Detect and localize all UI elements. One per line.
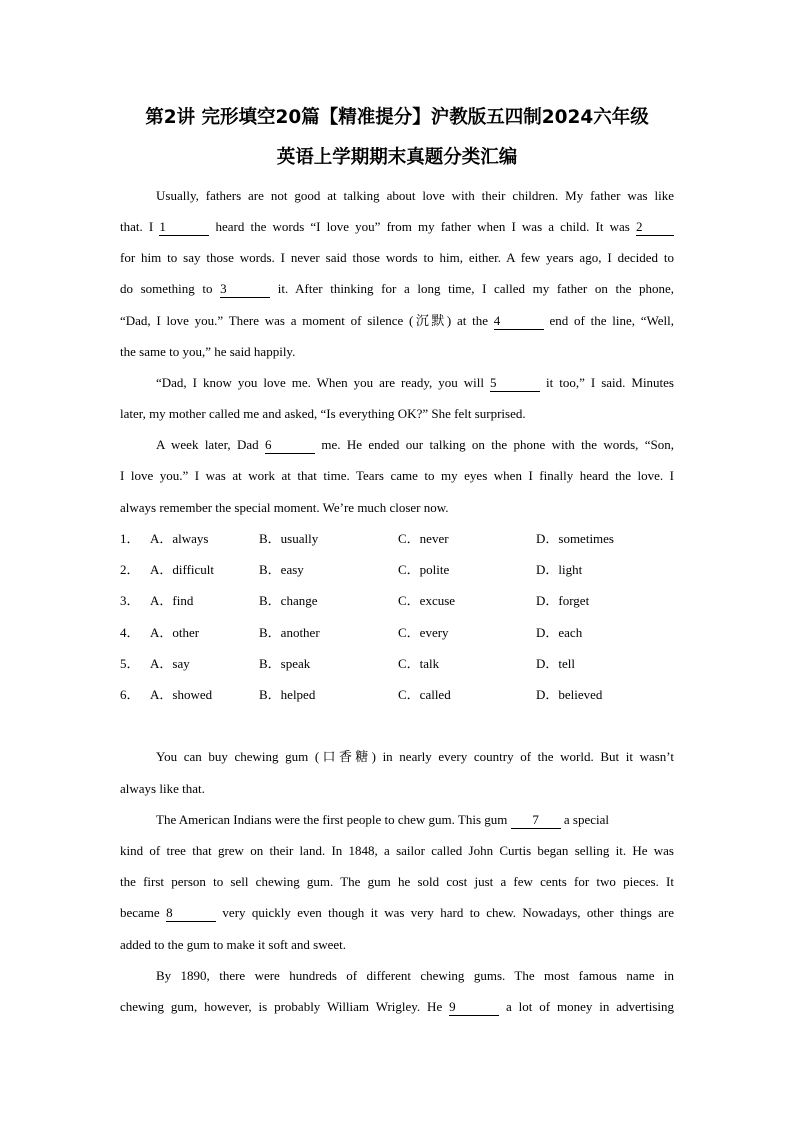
option-c[interactable]: C．called xyxy=(398,687,451,702)
question-number: 2． xyxy=(120,562,140,577)
option-d[interactable]: D．sometimes xyxy=(536,531,614,546)
passage1-line-8: later, my mother called me and asked, “Is everything OK?” She felt surprised. xyxy=(120,406,526,421)
option-a[interactable]: A．say xyxy=(150,656,190,671)
passage1-line-7: “Dad, I know you love me. When you are ready, you will 5 it too,” I said. Minutes xyxy=(156,375,674,390)
question-number: 4． xyxy=(120,625,140,640)
option-d[interactable]: D．light xyxy=(536,562,583,577)
passage1-line-2: that. I 1 heard the words “I love you” from my father when I was a child. It was 2 xyxy=(120,211,674,242)
question-row xyxy=(120,554,680,585)
question-number: 6． xyxy=(120,687,140,702)
option-a[interactable]: A．difficult xyxy=(150,562,215,577)
passage1-line-5: “Dad, I love you.” There was a moment of silence (沉默) at the 4 end of the line, “Well, xyxy=(120,313,675,328)
passage1-line-11: always remember the special moment. We’re much closer now. xyxy=(120,500,449,515)
option-c[interactable]: C．excuse xyxy=(398,593,456,608)
passage2-line-2: always like that. xyxy=(120,781,205,796)
option-c[interactable]: C．never xyxy=(398,531,449,546)
option-d[interactable]: D．believed xyxy=(536,687,603,702)
option-a[interactable]: A．other xyxy=(150,625,200,640)
blank-9[interactable]: 9 xyxy=(449,999,499,1016)
passage2-line-9: chewing gum, however, is probably William Wrigley. He 9 a lot of money in advertising xyxy=(120,999,674,1014)
passage2-line-7: added to the gum to make it soft and sweet. xyxy=(120,937,347,952)
passage1-line-1: Usually, fathers are not good at talking about love with their children. My father was like xyxy=(156,188,674,203)
passage2-line-4: kind of tree that grew on their land. In 1848, a sailor called John Curtis began selling it. He was xyxy=(120,843,674,858)
passage2-line-8: By 1890, there were hundreds of different chewing gums. The most famous name in xyxy=(156,968,674,983)
question-number: 3． xyxy=(120,593,140,608)
option-c[interactable]: C．every xyxy=(398,625,449,640)
blank-6[interactable]: 6 xyxy=(265,437,315,454)
passage2-line-3: The American Indians were the first people to chew gum. This gum 7 a special xyxy=(156,812,610,827)
option-a[interactable]: A．showed xyxy=(150,687,213,702)
passage2-line-5: the first person to sell chewing gum. The gum he sold cost just a few cents for two pieces. It xyxy=(120,874,674,889)
passage1-line-10: I love you.” I was at work at that time. Tears came to my eyes when I finally heard the love. I xyxy=(120,468,674,483)
option-b[interactable]: B．easy xyxy=(259,562,304,577)
passage2-line-6: became 8 very quickly even though it was very hard to chew. Nowadays, other things are xyxy=(120,905,674,920)
blank-7[interactable]: 7 xyxy=(511,812,561,829)
blank-3[interactable]: 3 xyxy=(220,281,270,298)
document-title-line-2: 英语上学期期末真题分类汇编 xyxy=(276,147,518,168)
blank-2[interactable]: 2 xyxy=(636,219,674,236)
option-b[interactable]: B．helped xyxy=(259,687,316,702)
option-b[interactable]: B．change xyxy=(259,593,318,608)
passage2-line-1: You can buy chewing gum (口香糖) in nearly every country of the world. But it wasn’t xyxy=(156,749,674,764)
blank-4[interactable]: 4 xyxy=(494,313,544,330)
blank-5[interactable]: 5 xyxy=(490,375,540,392)
question-number: 1． xyxy=(120,531,140,546)
question-number: 5． xyxy=(120,656,140,671)
option-b[interactable]: B．speak xyxy=(259,656,311,671)
question-row xyxy=(120,679,680,710)
document-title-line-1: 第2讲 完形填空20篇【精准提分】沪教版五四制2024六年级 xyxy=(145,107,649,128)
passage1-line-4: do something to 3 it. After thinking for a long time, I called my father on the phone, xyxy=(120,281,674,296)
option-a[interactable]: A．always xyxy=(150,531,209,546)
option-b[interactable]: B．another xyxy=(259,625,320,640)
passage1-line-9: A week later, Dad 6 me. He ended our talking on the phone with the words, “Son, xyxy=(156,437,674,452)
option-d[interactable]: D．each xyxy=(536,625,583,640)
question-row xyxy=(120,585,680,616)
question-row xyxy=(120,523,680,554)
option-c[interactable]: C．talk xyxy=(398,656,440,671)
option-d[interactable]: D．tell xyxy=(536,656,575,671)
question-row xyxy=(120,617,680,648)
question-row xyxy=(120,648,680,679)
option-d[interactable]: D．forget xyxy=(536,593,590,608)
passage1-line-3: for him to say those words. I never said those words to him, either. A few years ago, I decided to xyxy=(120,250,674,265)
blank-8[interactable]: 8 xyxy=(166,905,216,922)
option-a[interactable]: A．find xyxy=(150,593,194,608)
option-b[interactable]: B．usually xyxy=(259,531,319,546)
blank-1[interactable]: 1 xyxy=(159,219,209,236)
option-c[interactable]: C．polite xyxy=(398,562,450,577)
passage1-line-6: the same to you,” he said happily. xyxy=(120,344,296,359)
